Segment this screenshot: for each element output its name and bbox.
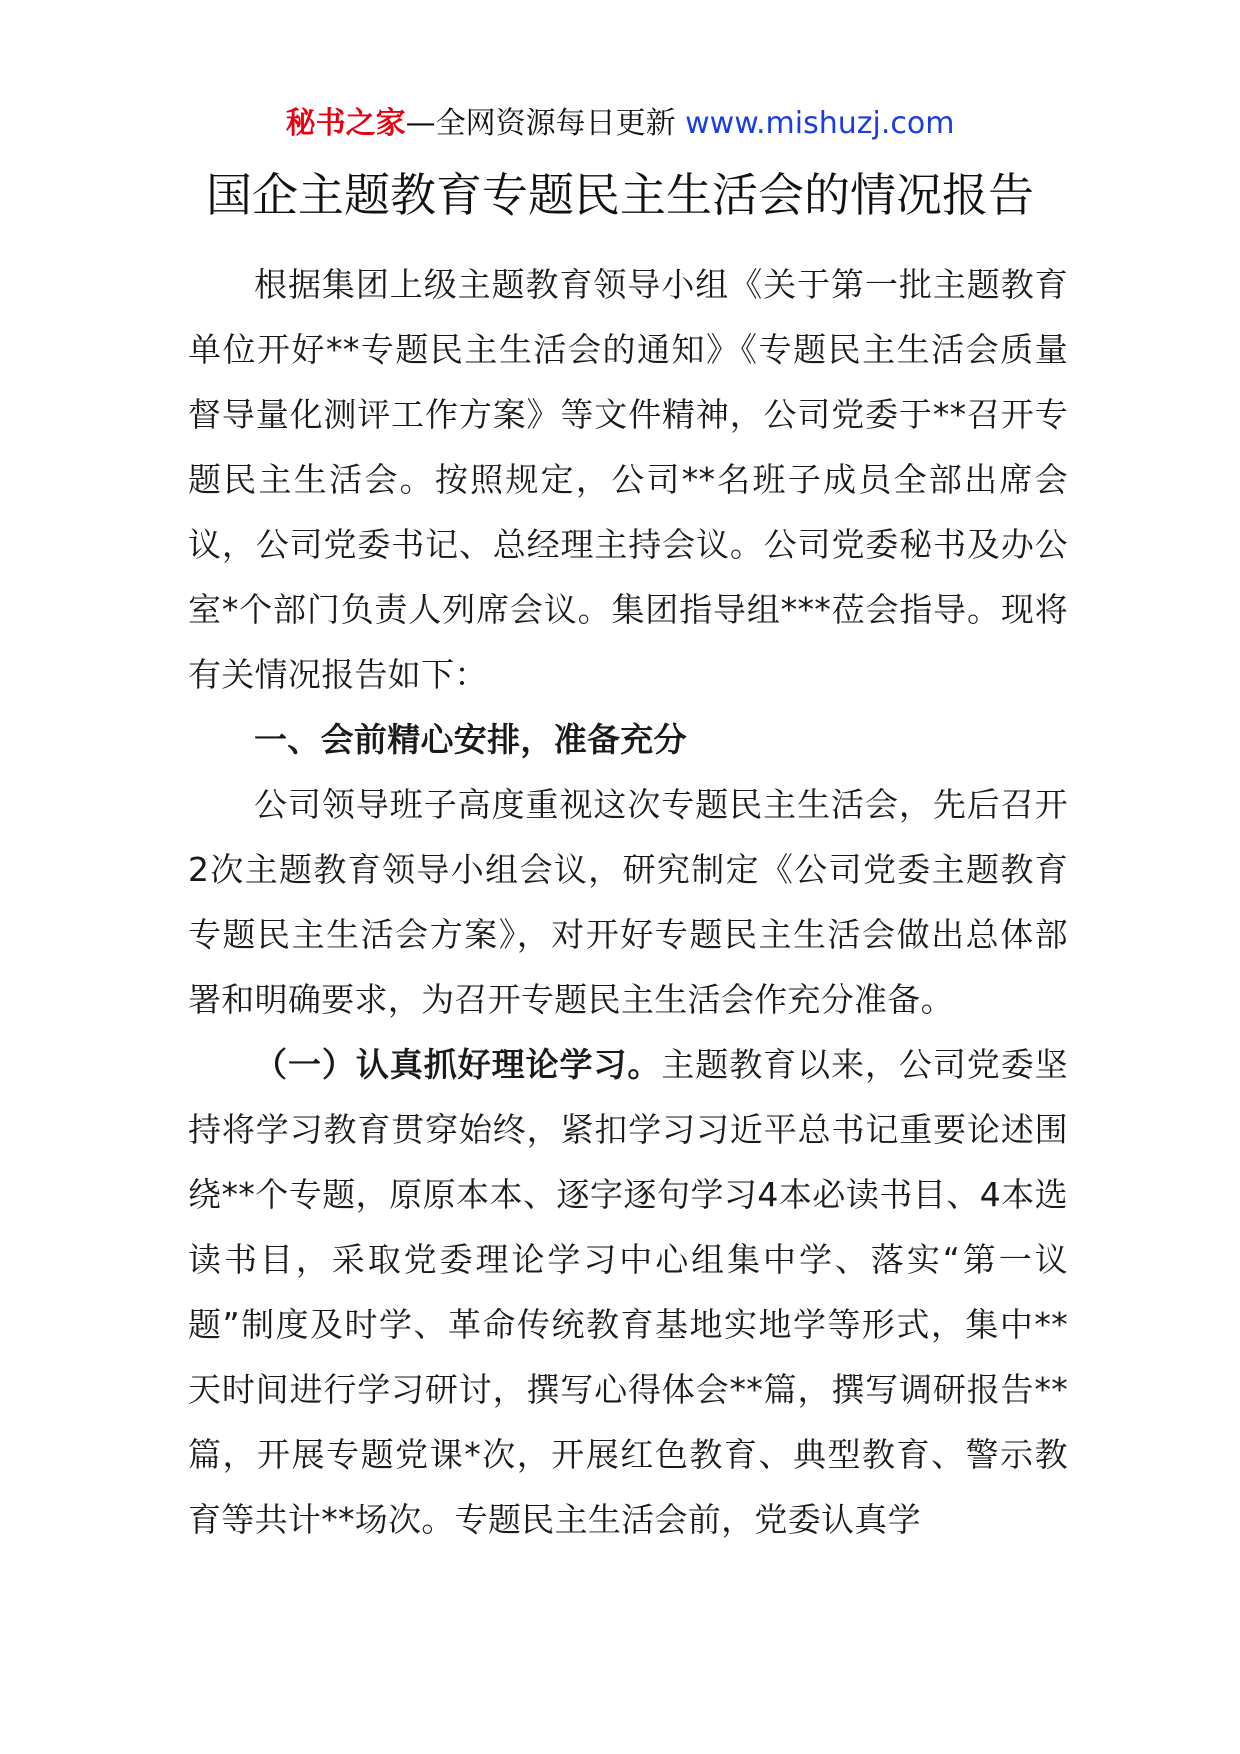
section-heading-1: 一、会前精心安排，准备充分 [254,720,687,759]
document-body [188,252,1068,1552]
site-header [0,102,1240,146]
intro-paragraph: 根据集团上级主题教育领导小组《关于第一批主题教育单位开好**专题民主生活会的通知》《专题民主生活会质量督导量化测评工作方案》等文件精神，公司党委于**召开专题民主生活会。按照规定，公司**名班子成员全部出席会议，公司党委书记、总经理主持会议。公司党委秘书及办公室*个部门负责人列席会议。集团指导组***莅会指导。现将有关情况报告如下： [188,265,1068,694]
section-1-paragraph: 公司领导班子高度重视这次专题民主生活会，先后召开2次主题教育领导小组会议，研究制定《公司党委主题教育专题民主生活会方案》，对开好专题民主生活会做出总体部署和明确要求，为召开专题民主生活会作充分准备。 [188,785,1068,1019]
brand-name: 秘书之家 [285,106,406,141]
document-title: 国企主题教育专题民主生活会的情况报告 [206,168,1034,222]
site-url-link[interactable]: www.mishuzj.com [685,106,955,141]
subsection-1-text: 主题教育以来，公司党委坚持将学习教育贯穿始终，紧扣学习习近平总书记重要论述围绕**个专题，原原本本、逐字逐句学习4本必读书目、4本选读书目，采取党委理论学习中心组集中学、落实“第一议题”制度及时学、革命传统教育基地实地学等形式，集中**天时间进行学习研讨，撰写心得体会**篇，撰写调研报告**篇，开展专题党课*次，开展红色教育、典型教育、警示教育等共计**场次。专题民主生活会前，党委认真学 [188,1045,1068,1539]
header-slogan: —全网资源每日更新 [405,106,676,141]
subsection-1-lead: （一）认真抓好理论学习。 [254,1045,662,1084]
subsection-1-paragraph [188,1032,1068,1552]
